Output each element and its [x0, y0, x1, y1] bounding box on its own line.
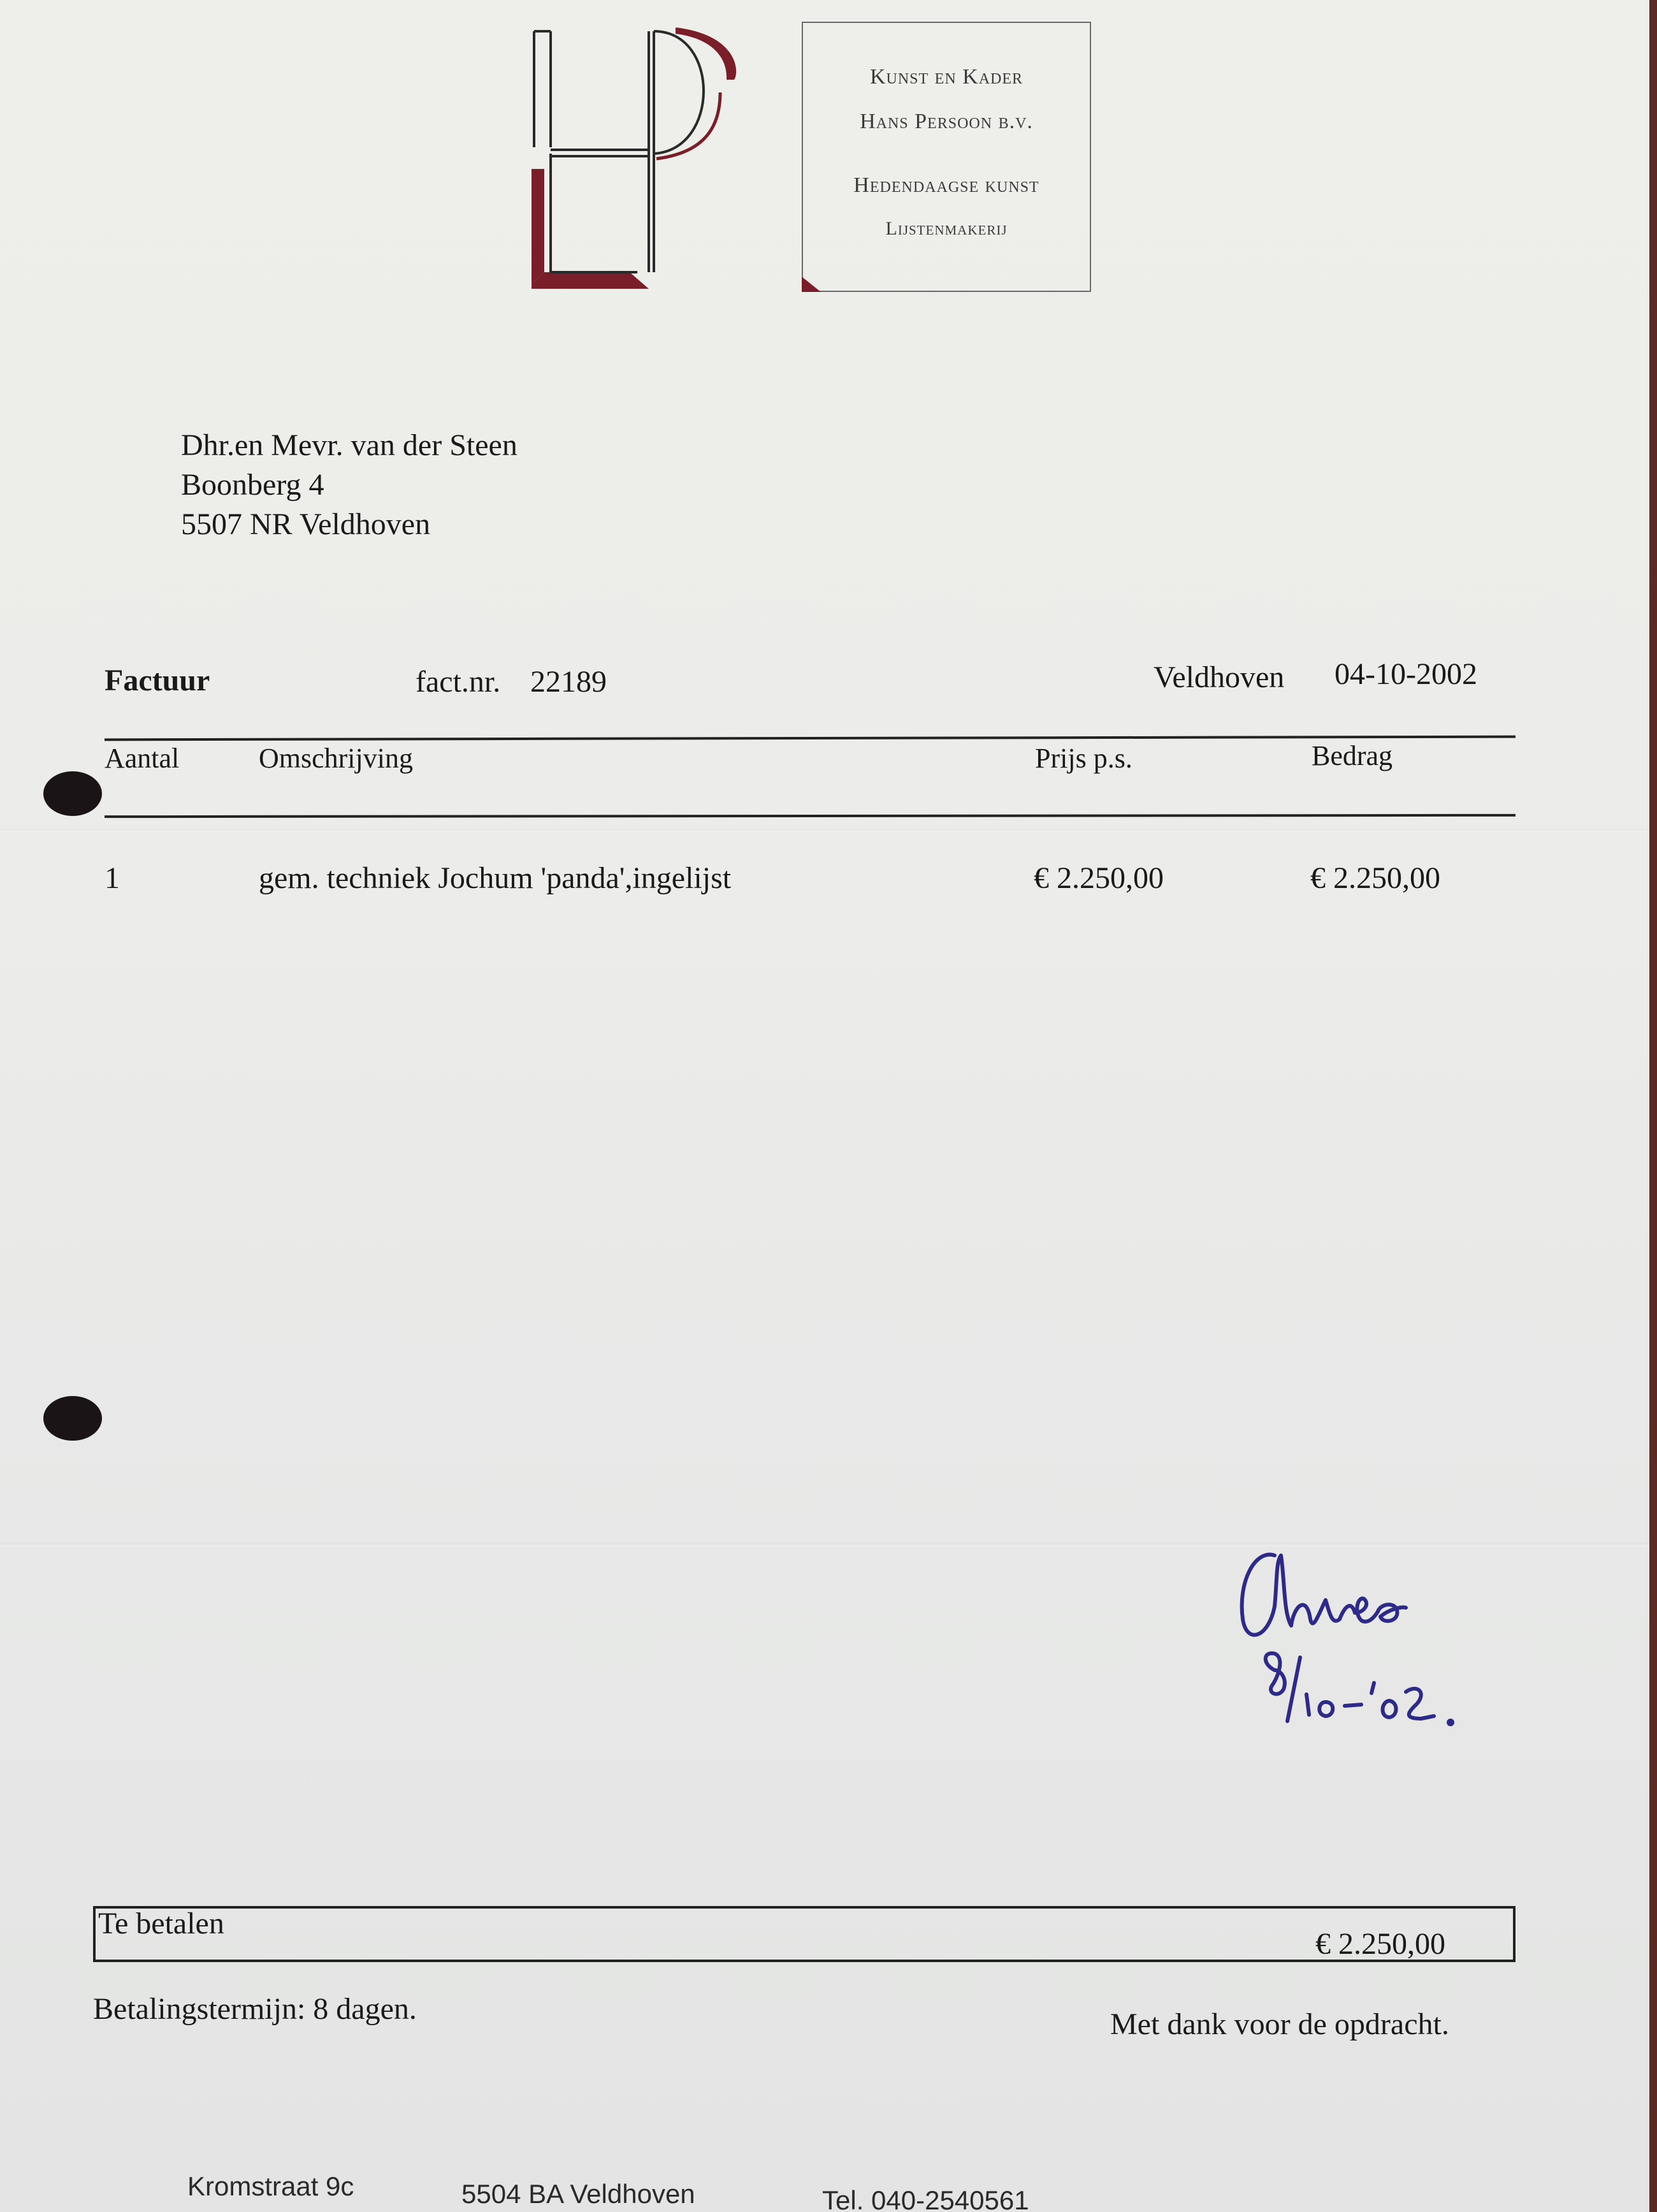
payment-terms: Betalingstermijn: 8 dagen.	[93, 1992, 417, 2026]
punch-hole	[43, 771, 102, 816]
invoice-place: Veldhoven	[1154, 660, 1285, 694]
total-value: € 2.250,00	[1315, 1927, 1445, 1961]
company-owner: Hans Persoon b.v.	[860, 110, 1033, 133]
invoice-number-label: fact.nr.	[416, 665, 501, 699]
column-header-qty: Aantal	[105, 743, 180, 774]
column-header-description: Omschrijving	[259, 743, 413, 774]
paper-fold	[0, 829, 1649, 833]
invoice-title: Factuur	[105, 664, 210, 697]
company-logo	[529, 22, 746, 296]
recipient-city: 5507 NR Veldhoven	[181, 507, 431, 541]
invoice-number: 22189	[530, 665, 607, 699]
thank-you-note: Met dank voor de opdracht.	[1110, 2007, 1449, 2041]
footer-city: 5504 BA Veldhoven	[461, 2179, 695, 2209]
table-header-rule	[105, 814, 1516, 818]
box-corner-accent	[802, 277, 821, 292]
row-unit-price: € 2.250,00	[1034, 861, 1164, 895]
footer-street: Kromstraat 9c	[187, 2171, 354, 2201]
company-letterhead-box	[802, 22, 1091, 292]
total-box	[93, 1906, 1516, 1962]
invoice-date: 04-10-2002	[1335, 657, 1477, 691]
table-top-rule	[105, 736, 1516, 741]
company-activity: Hedendaagse kunst	[853, 173, 1039, 197]
recipient-address	[181, 426, 517, 544]
column-header-amount: Bedrag	[1312, 740, 1393, 771]
recipient-name: Dhr.en Mevr. van der Steen	[181, 428, 517, 462]
row-description: gem. techniek Jochum 'panda',ingelijst	[259, 861, 732, 895]
punch-hole	[43, 1396, 102, 1441]
handwritten-paid-note	[1230, 1543, 1485, 1747]
company-name: Kunst en Kader	[869, 65, 1024, 89]
footer-phone: Tel. 040-2540561	[822, 2185, 1029, 2212]
total-label: Te betalen	[98, 1907, 224, 1940]
column-header-unit-price: Prijs p.s.	[1035, 743, 1132, 774]
recipient-street: Boonberg 4	[181, 468, 324, 502]
row-amount: € 2.250,00	[1310, 861, 1440, 895]
company-activity-2: Lijstenmakerij	[885, 218, 1008, 239]
row-qty: 1	[105, 861, 120, 895]
